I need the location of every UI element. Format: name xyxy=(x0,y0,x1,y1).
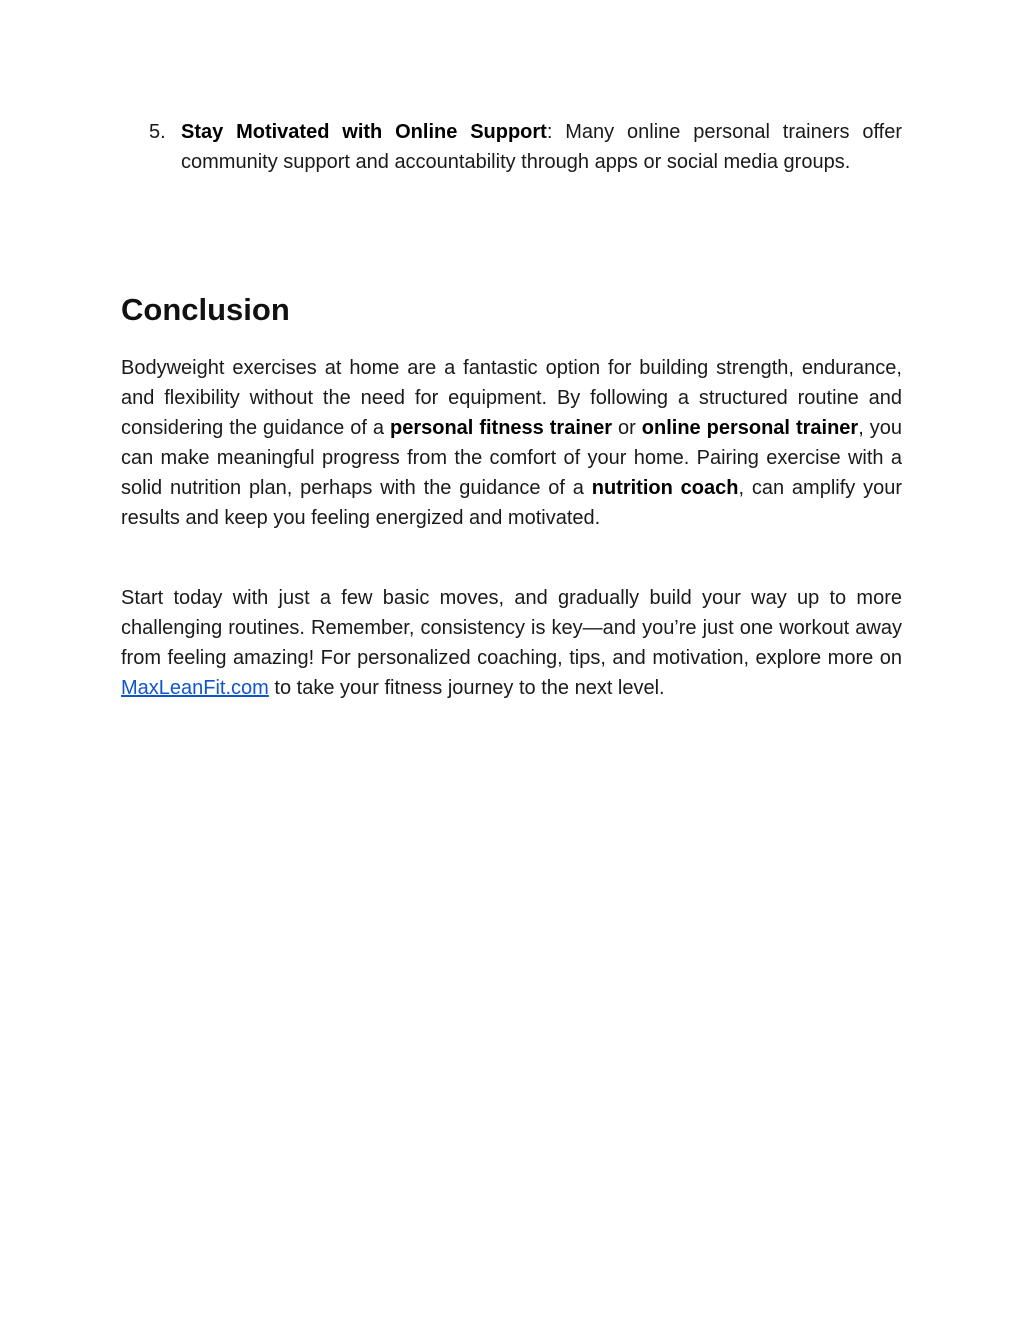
bold-term-personal-fitness-trainer: personal fitness trainer xyxy=(389,417,613,439)
paragraph-text: , you can make meaningful progress from the comfort of your home. Pairing exercise with a solid nutrition plan, perhaps with the guidance of a xyxy=(121,417,903,499)
paragraph-text: , can amplify your results and keep you feeling energized and motivated. xyxy=(121,477,902,529)
list-item-text: : Many online personal trainers offer community support and accountability through apps or social media groups. xyxy=(181,121,902,173)
paragraph-text: Start today with just a few basic moves, and gradually build your way up to more challenging routines. Remember, consistency is key—and you’re just one workout away from feeling amazing! For personalized coaching, tips, and motivation, explore more on xyxy=(121,587,902,669)
paragraph-text: Bodyweight exercises at home are a fantastic option for building strength, endurance, and flexibility without the need for equipment. By following a structured routine and considering the guidance of a xyxy=(121,357,902,439)
list-item-stay-motivated xyxy=(121,117,902,177)
page-content xyxy=(121,117,903,699)
conclusion-paragraph-1 xyxy=(121,353,902,533)
section-heading-conclusion: Conclusion xyxy=(121,292,290,327)
bold-term-nutrition-coach: nutrition coach xyxy=(591,477,739,499)
list-item-term: Stay Motivated with Online Support xyxy=(181,121,547,143)
list-number: 5. xyxy=(149,121,166,143)
maxleanfit-link[interactable]: MaxLeanFit.com xyxy=(121,677,269,699)
conclusion-paragraph-2 xyxy=(121,583,902,703)
bold-term-online-personal-trainer: online personal trainer xyxy=(641,417,859,439)
paragraph-text: to take your fitness journey to the next level. xyxy=(268,677,665,699)
paragraph-text: or xyxy=(612,417,642,439)
